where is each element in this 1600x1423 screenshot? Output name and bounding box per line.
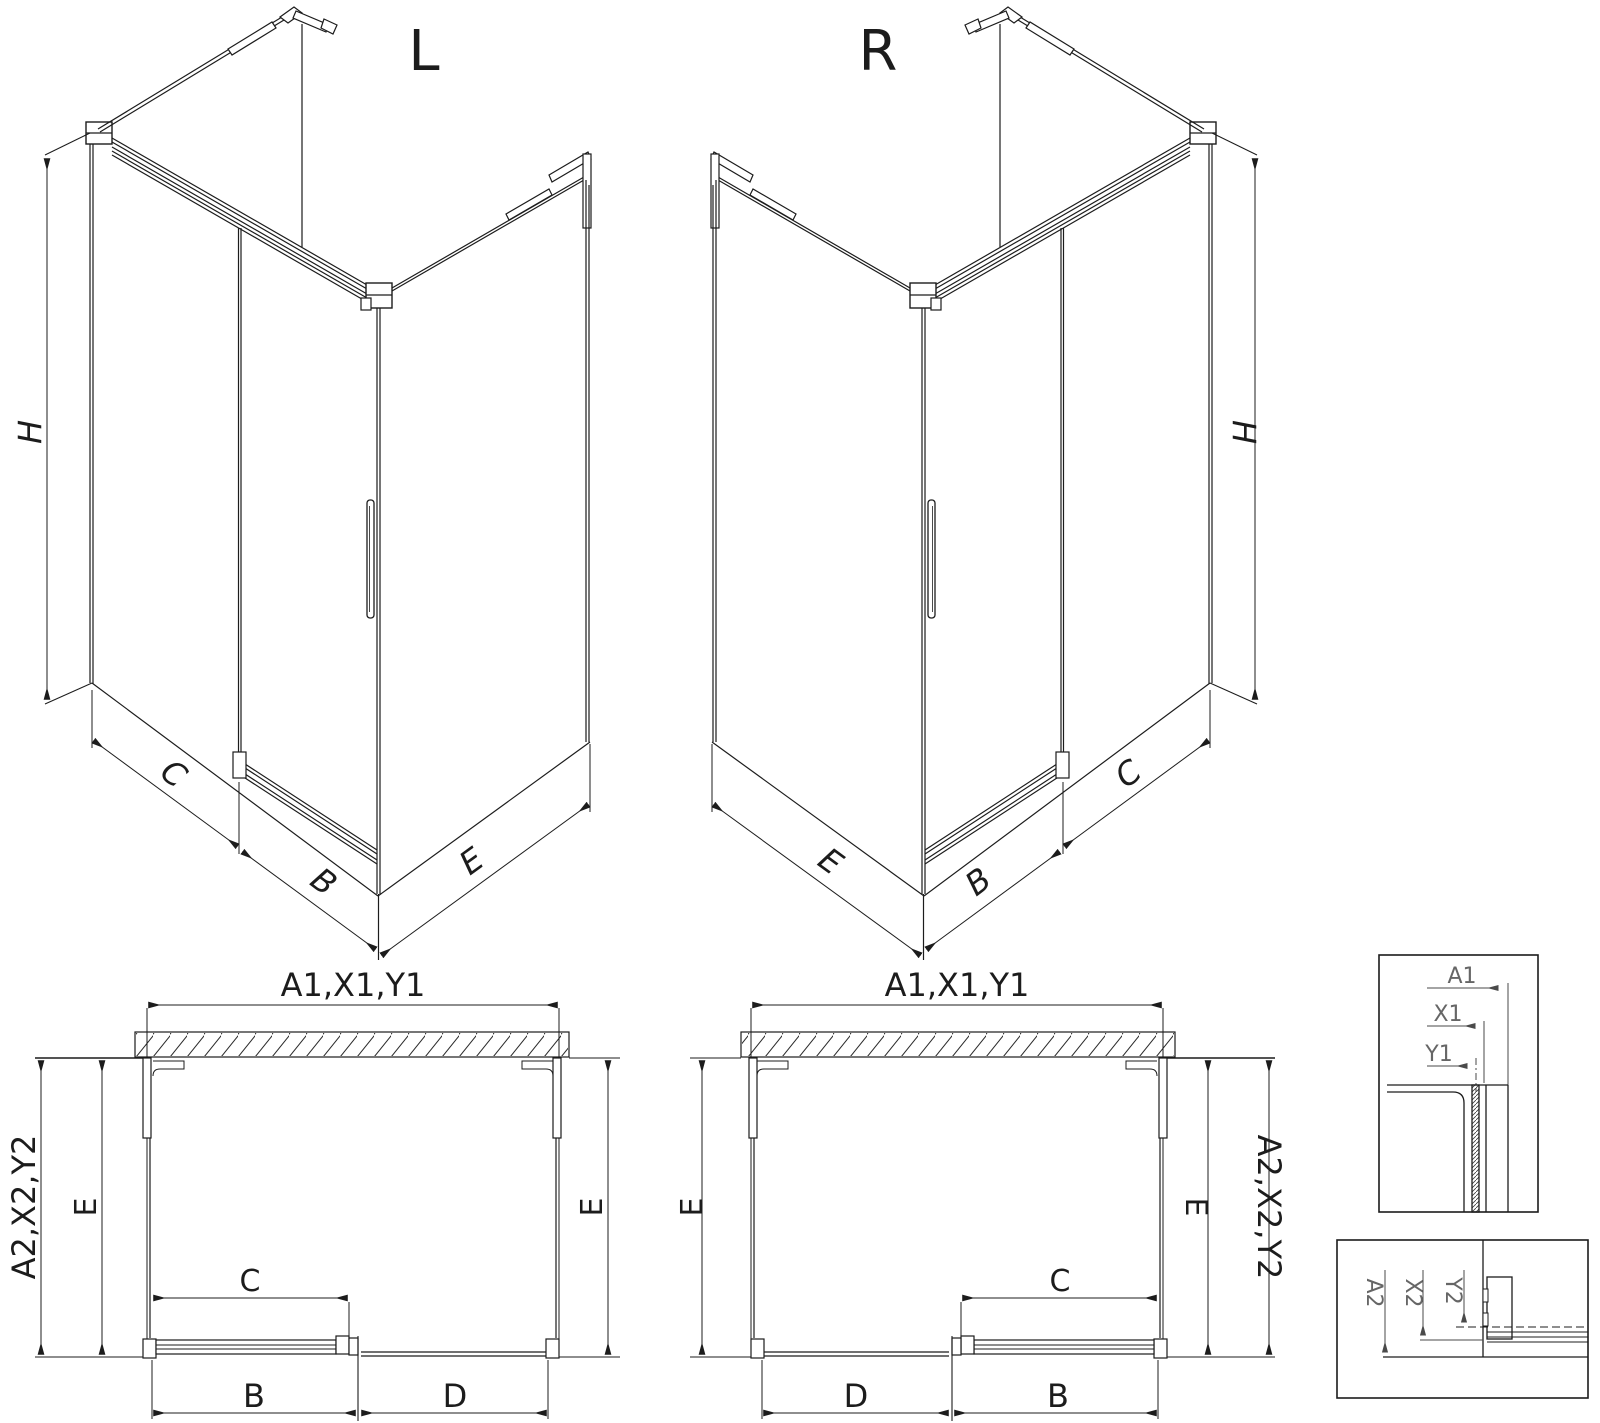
dim-label-e-right: E [811,839,850,883]
plan-right-c-label: C [1049,1264,1071,1299]
plan-left-c-label: C [239,1264,261,1299]
wall-hatch-left [136,1033,568,1056]
plan-view-left [5,966,620,1421]
detail-wall-profile-box [1379,955,1538,1212]
dim-label-b-left: B [303,859,345,904]
plan-right-depth-right-label: E [1178,1197,1213,1217]
plan-left-width-label: A1,X1,Y1 [280,966,426,1004]
plan-left-depth-right-label: E [575,1197,610,1217]
plan-view-right [675,966,1288,1421]
dim-label-c-left: C [153,751,195,796]
dim-label-c-right: C [1107,751,1149,796]
dim-label-h-right: H [1225,419,1263,445]
detail-wall-y1-label: Y1 [1425,1042,1453,1067]
iso-right-structure [711,7,1257,960]
iso-view-left [11,7,591,960]
dim-label-b-right: B [957,859,999,904]
detail-door-a2-label: A2 [1361,1278,1386,1308]
view-title-left: L [408,19,440,84]
iso-left-structure [45,7,591,960]
detail-wall-a1-label: A1 [1447,964,1477,989]
detail-door-profile-box [1337,1240,1588,1398]
plan-right-d-label: D [843,1377,869,1415]
detail-door-x2-label: X2 [1400,1278,1425,1308]
dim-label-h-left: H [11,419,49,445]
plan-left-d-label: D [442,1377,468,1415]
detail-door-y2-label: Y2 [1440,1277,1465,1305]
view-title-right: R [858,19,898,84]
plan-left-side-label: A2,X2,Y2 [5,1134,43,1280]
detail-wall-x1-label: X1 [1433,1002,1463,1027]
plan-right-b-label: B [1047,1377,1069,1415]
plan-right-side-label: A2,X2,Y2 [1250,1134,1288,1280]
plan-left-structure [35,1005,620,1421]
plan-left-depth-left-label: E [69,1197,104,1217]
plan-left-b-label: B [243,1377,265,1415]
iso-view-right [711,7,1263,960]
plan-right-width-label: A1,X1,Y1 [884,966,1030,1004]
plan-right-depth-left-label: E [675,1197,710,1217]
wall-hatch-right [742,1033,1174,1056]
dim-label-e-left: E [452,839,491,883]
